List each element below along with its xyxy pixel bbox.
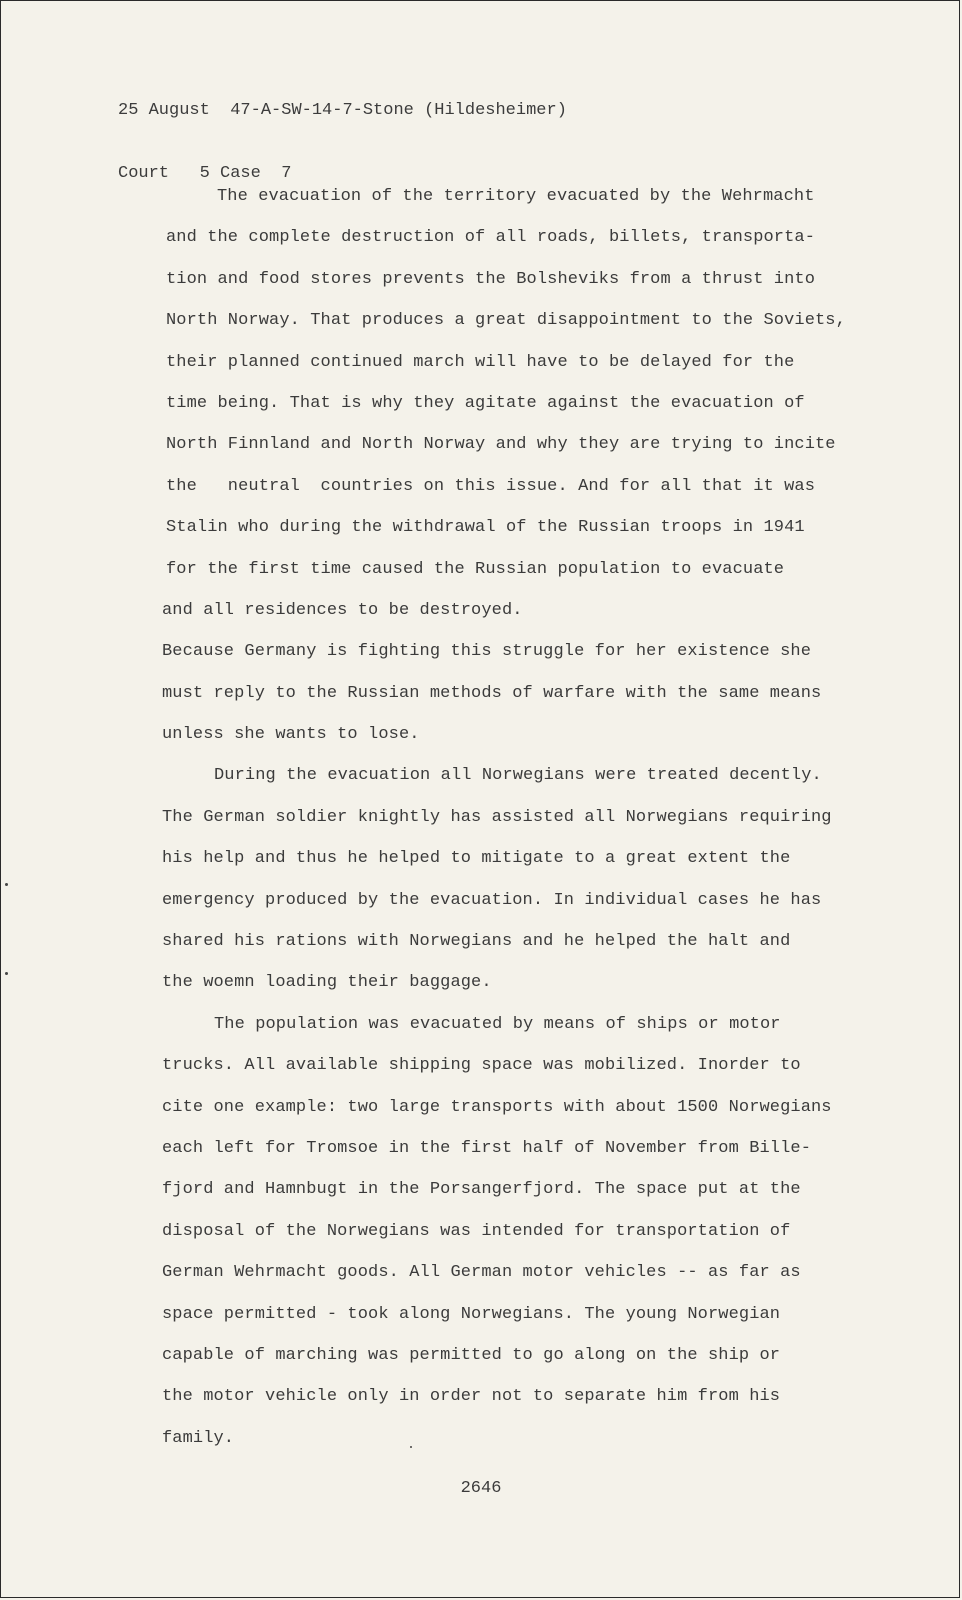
- body-line: disposal of the Norwegians was intended for transportation of: [162, 1221, 791, 1241]
- page-number: 2646: [460, 1479, 502, 1498]
- header-case-ref: 47-A-SW-14-7-Stone (Hildesheimer): [230, 101, 567, 120]
- body-line: cite one example: two large transports with about 1500 Norwegians: [162, 1097, 832, 1117]
- body-line: the motor vehicle only in order not to separate him from his: [162, 1387, 781, 1407]
- document-body: [162, 176, 862, 1459]
- body-line: Stalin who during the withdrawal of the Russian troops in 1941: [166, 518, 805, 538]
- body-line: time being. That is why they agitate against the evacuation of: [166, 393, 805, 413]
- header-court-label: Court: [118, 164, 170, 183]
- header-date: 25 August: [118, 101, 210, 120]
- body-line: North Norway. That produces a great disappointment to the Soviets,: [166, 311, 846, 331]
- body-line: and the complete destruction of all roads, billets, transporta-: [166, 228, 816, 248]
- body-line: the woemn loading their baggage.: [162, 973, 492, 993]
- header-case-number: 7: [281, 164, 292, 183]
- body-line: must reply to the Russian methods of warfare with the same means: [162, 683, 822, 703]
- body-line: North Finnland and North Norway and why they are trying to incite: [166, 435, 836, 455]
- body-line: emergency produced by the evacuation. In individual cases he has: [162, 890, 822, 910]
- body-line: and all residences to be destroyed.: [162, 600, 523, 620]
- header-court-number: 5: [199, 164, 210, 183]
- body-line: their planned continued march will have to be delayed for the: [166, 352, 795, 372]
- body-line: space permitted - took along Norwegians. The young Norwegian: [162, 1304, 781, 1324]
- body-line: his help and thus he helped to mitigate to a great extent the: [162, 849, 791, 869]
- body-line: The German soldier knightly has assisted all Norwegians requiring: [162, 807, 832, 827]
- body-line: capable of marching was permitted to go along on the ship or: [162, 1345, 781, 1365]
- body-line: the neutral countries on this issue. And for all that it was: [166, 476, 816, 496]
- body-line: for the first time caused the Russian population to evacuate: [166, 559, 785, 579]
- body-line: The population was evacuated by means of ships or motor: [214, 1014, 781, 1034]
- paper-speck: [5, 883, 8, 886]
- header-case-label: Case: [220, 164, 261, 183]
- body-line: trucks. All available shipping space was mobilized. Inorder to: [162, 1056, 801, 1076]
- paper-speck: [5, 972, 8, 975]
- header-line-1: [118, 100, 567, 121]
- body-line: fjord and Hamnbugt in the Porsangerfjord. The space put at the: [162, 1180, 801, 1200]
- body-line: each left for Tromsoe in the first half of November from Bille-: [162, 1138, 812, 1158]
- paper-speck: [410, 1446, 412, 1448]
- body-line: Because Germany is fighting this struggle for her existence she: [162, 642, 812, 662]
- body-line: German Wehrmacht goods. All German motor vehicles -- as far as: [162, 1263, 801, 1283]
- body-line: The evacuation of the territory evacuated by the Wehrmacht: [217, 187, 815, 206]
- body-line: shared his rations with Norwegians and he helped the halt and: [162, 932, 791, 952]
- body-line: unless she wants to lose.: [162, 725, 420, 745]
- body-line: tion and food stores prevents the Bolsheviks from a thrust into: [166, 269, 816, 289]
- body-line: During the evacuation all Norwegians were treated decently.: [214, 766, 822, 786]
- body-line: family.: [162, 1428, 235, 1448]
